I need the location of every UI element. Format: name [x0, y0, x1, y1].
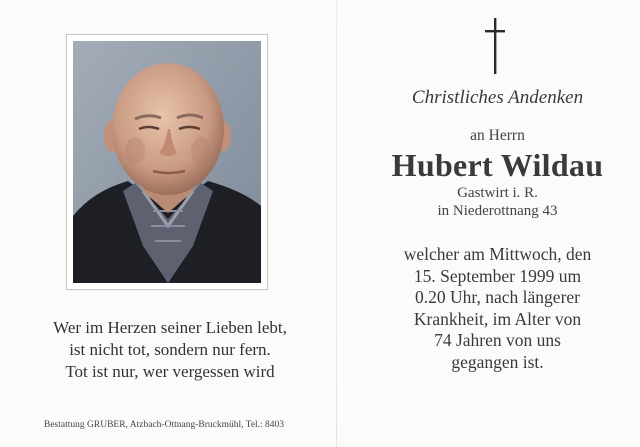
- notice-line: welcher am Mittwoch, den: [403, 244, 592, 264]
- quote-line: Wer im Herzen seiner Lieben lebt,: [53, 318, 287, 337]
- residence: in Niederottnang 43: [437, 203, 558, 219]
- notice-line: 15. September 1999 um: [413, 265, 582, 286]
- notice-line: Krankheit, im Alter von: [413, 308, 582, 329]
- notice-line: gegangen ist.: [451, 351, 544, 372]
- quote-line: ist nicht tot, sondern nur fern.: [69, 340, 271, 359]
- notice-line: 0.20 Uhr, nach längerer: [415, 287, 580, 308]
- portrait-image: [73, 41, 261, 283]
- salutation: an Herrn: [470, 127, 525, 144]
- funeral-home-footer: Bestattung GRUBER, Atzbach-Ottnang-Bruckmühl, Tel.: 8403: [44, 420, 285, 430]
- notice-line: 74 Jahren von uns: [434, 330, 561, 351]
- cross-icon: [485, 18, 505, 74]
- card-title: Christliches Andenken: [411, 87, 584, 108]
- card-fold: [336, 0, 337, 447]
- portrait-photo: [66, 34, 268, 290]
- death-notice-text: [360, 244, 635, 374]
- quote-line: Tot ist nur, wer vergessen wird: [65, 362, 275, 381]
- memorial-quote: [20, 317, 320, 383]
- occupation: Gastwirt i. R.: [457, 185, 538, 201]
- deceased-name: Hubert Wildau: [391, 147, 604, 183]
